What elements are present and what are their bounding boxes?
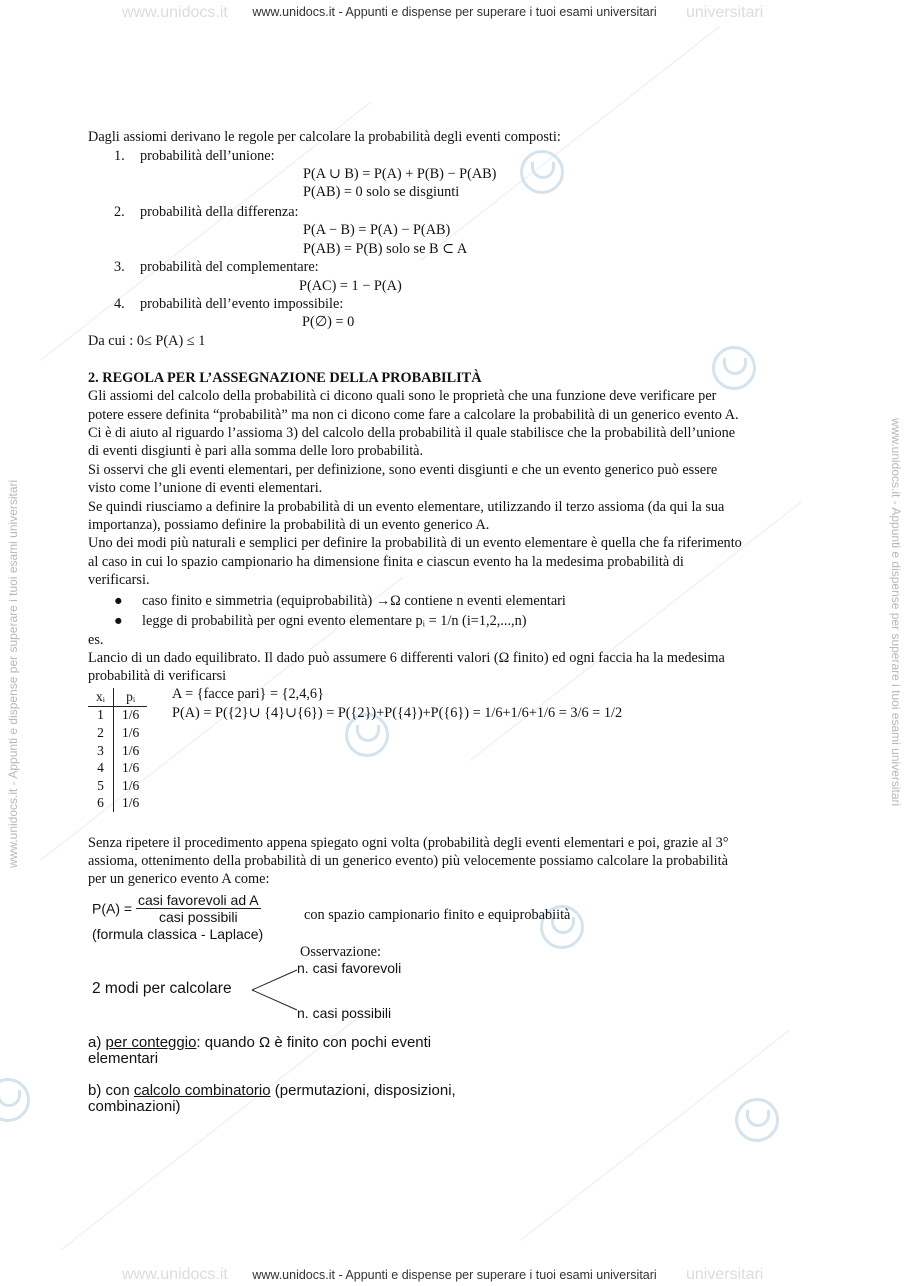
paragraph-line: Se quindi riusciamo a definire la probabilità di un evento elementare, utilizzando il terzo assioma (da qui la sua: [88, 499, 725, 515]
table-row: [88, 759, 147, 777]
rule-item: 4. probabilità dell’evento impossibile:: [114, 296, 344, 312]
table-cell: 1/6: [121, 760, 140, 776]
table-row: [88, 795, 147, 813]
watermark-ghost-left-bottom: www.unidocs.it: [122, 1266, 228, 1283]
table-row: [88, 742, 147, 760]
event-definition: A = {facce pari} = {2,4,6}: [172, 686, 324, 702]
paragraph-line: Si osservi che gli eventi elementari, per definizione, sono eventi disgiunti e che un evento generico può essere: [88, 462, 718, 478]
table-cell: 1/6: [121, 707, 140, 723]
table-cell: 1/6: [121, 795, 140, 811]
unidocs-logo-icon: [712, 346, 756, 390]
rule-item: 1. probabilità dell’unione:: [114, 148, 275, 164]
paragraph-line: per un generico evento A come:: [88, 871, 270, 887]
paragraph-line: visto come l’unione di eventi elementari.: [88, 480, 323, 496]
table-cell: 1/6: [121, 724, 140, 740]
rule-formula: P(AC) = 1 − P(A): [299, 278, 402, 294]
branch-favorevoli: n. casi favorevoli: [297, 960, 402, 976]
paragraph-line: Ci è di aiuto al riguardo l’assioma 3) del calcolo della probabilità il quale stabilisce che la probabilità dell’unione: [88, 425, 736, 441]
paragraph-line: Gli assiomi del calcolo della probabilità ci dicono quali sono le proprietà che una funzione deve verificare per: [88, 388, 717, 404]
watermark-vertical-left: www.unidocs.it - Appunti e dispense per superare i tuoi esami universitari: [6, 479, 20, 868]
branch-possibili: n. casi possibili: [297, 1005, 392, 1021]
table-cell: 1/6: [121, 742, 140, 758]
rule-formula: P(A − B) = P(A) − P(AB): [303, 222, 451, 238]
table-header-cell: pᵢ: [113, 688, 147, 706]
paragraph-line: di eventi disgiunti è pari alla somma delle loro probabilità.: [88, 443, 424, 459]
modi-label: 2 modi per calcolare: [92, 980, 232, 997]
watermark-ghost-right-bottom: universitari: [686, 1266, 764, 1283]
unidocs-logo-icon: [735, 1098, 779, 1142]
table-cell: 6: [88, 795, 113, 813]
laplace-formula: [92, 892, 263, 942]
table-cell: 2: [88, 724, 113, 742]
da-cui-text: Da cui : 0≤ P(A) ≤ 1: [88, 333, 206, 349]
table-row: [88, 724, 147, 742]
formula-fraction: [136, 892, 261, 925]
paragraph-line: potere essere definita “probabilità” ma non ci dicono come fare a calcolare la probabilità di un generico evento A.: [88, 407, 739, 423]
formula-caption: (formula classica - Laplace): [92, 926, 264, 942]
rule-formula: P(AB) = P(B) solo se B ⊂ A: [303, 241, 468, 257]
unidocs-logo-icon: [520, 150, 564, 194]
paragraph-line: Senza ripetere il procedimento appena spiegato ogni volta (probabilità degli eventi elementari e poi, grazie al 3°: [88, 835, 729, 851]
formula-lhs: P(A) =: [92, 900, 133, 917]
watermark-vertical-right: www.unidocs.it - Appunti e dispense per superare i tuoi esami universitari: [889, 418, 903, 807]
table-cell: 1/6: [121, 777, 140, 793]
table-cell: 4: [88, 759, 113, 777]
method-b: b) con calcolo combinatorio (permutazioni, disposizioni,: [88, 1082, 456, 1099]
example-line: probabilità di verificarsi: [88, 668, 227, 684]
bullet-item: ● legge di probabilità per ogni evento elementare pᵢ = 1/n (i=1,2,...,n): [114, 613, 527, 629]
table-cell: 1: [88, 706, 113, 724]
method-a: a) per conteggio: quando Ω è finito con pochi eventi: [88, 1034, 432, 1051]
rule-formula: P(AB) = 0 solo se disgiunti: [303, 184, 460, 200]
table-row: [88, 706, 147, 724]
branch-lines: [250, 966, 300, 1016]
paragraph-line: al caso in cui lo spazio campionario ha dimensione finita e ciascun evento ha la medesima probabilità di: [88, 554, 684, 570]
table-header-row: [88, 688, 147, 706]
rule-item: 2. probabilità della differenza:: [114, 204, 299, 220]
event-probability: P(A) = P({2}∪ {4}∪{6}) = P({2})+P({4})+P({6}) = 1/6+1/6+1/6 = 3/6 = 1/2: [172, 705, 623, 721]
paragraph-line: importanza), possiamo definire la probabilità di un evento generico A.: [88, 517, 490, 533]
bullet-dot-icon: ●: [114, 593, 123, 609]
bullet-dot-icon: ●: [114, 613, 123, 629]
rule-formula: P(A ∪ B) = P(A) + P(B) − P(AB): [303, 166, 497, 182]
unidocs-logo-icon: [0, 1078, 30, 1122]
example-line: Lancio di un dado equilibrato. Il dado può assumere 6 differenti valori (Ω finito) ed ogni faccia ha la medesima: [88, 650, 725, 666]
table-row: [88, 777, 147, 795]
bullet-item: ● caso finito e simmetria (equiprobabilità) →Ω contiene n eventi elementari: [114, 593, 566, 609]
section-heading: 2. REGOLA PER L’ASSEGNAZIONE DELLA PROBABILITÀ: [88, 370, 482, 386]
watermark-ghost-left: www.unidocs.it: [122, 4, 228, 21]
osservazione-label: Osservazione:: [300, 944, 381, 960]
table-header-cell: xᵢ: [88, 688, 113, 706]
intro-text: Dagli assiomi derivano le regole per calcolare la probabilità degli eventi composti:: [88, 129, 561, 145]
table-cell: 3: [88, 742, 113, 760]
watermark-ghost-right: universitari: [686, 4, 764, 21]
formula-numerator: casi favorevoli ad A: [137, 892, 259, 908]
watermark-bottom-banner: www.unidocs.it - Appunti e dispense per superare i tuoi esami universitari: [252, 1268, 657, 1282]
probability-table: [88, 688, 147, 812]
paragraph-line: assioma, ottenimento della probabilità di un generico evento) più velocemente possiamo calcolare la probabilità: [88, 853, 728, 869]
watermark-top-banner: www.unidocs.it - Appunti e dispense per superare i tuoi esami universitari: [252, 5, 657, 19]
table-cell: 5: [88, 777, 113, 795]
formula-note: con spazio campionario finito e equiprobabiità: [304, 907, 571, 923]
es-label: es.: [88, 632, 104, 648]
paragraph-line: verificarsi.: [88, 572, 150, 588]
formula-denominator: casi possibili: [158, 909, 238, 925]
paragraph-line: Uno dei modi più naturali e semplici per definire la probabilità di un evento elementare è quella che fa riferimento: [88, 535, 742, 551]
rule-item: 3. probabilità del complementare:: [114, 259, 319, 275]
method-b-line2: combinazioni): [88, 1098, 181, 1115]
rule-formula: P(∅) = 0: [302, 314, 355, 330]
method-a-line2: elementari: [88, 1050, 159, 1067]
